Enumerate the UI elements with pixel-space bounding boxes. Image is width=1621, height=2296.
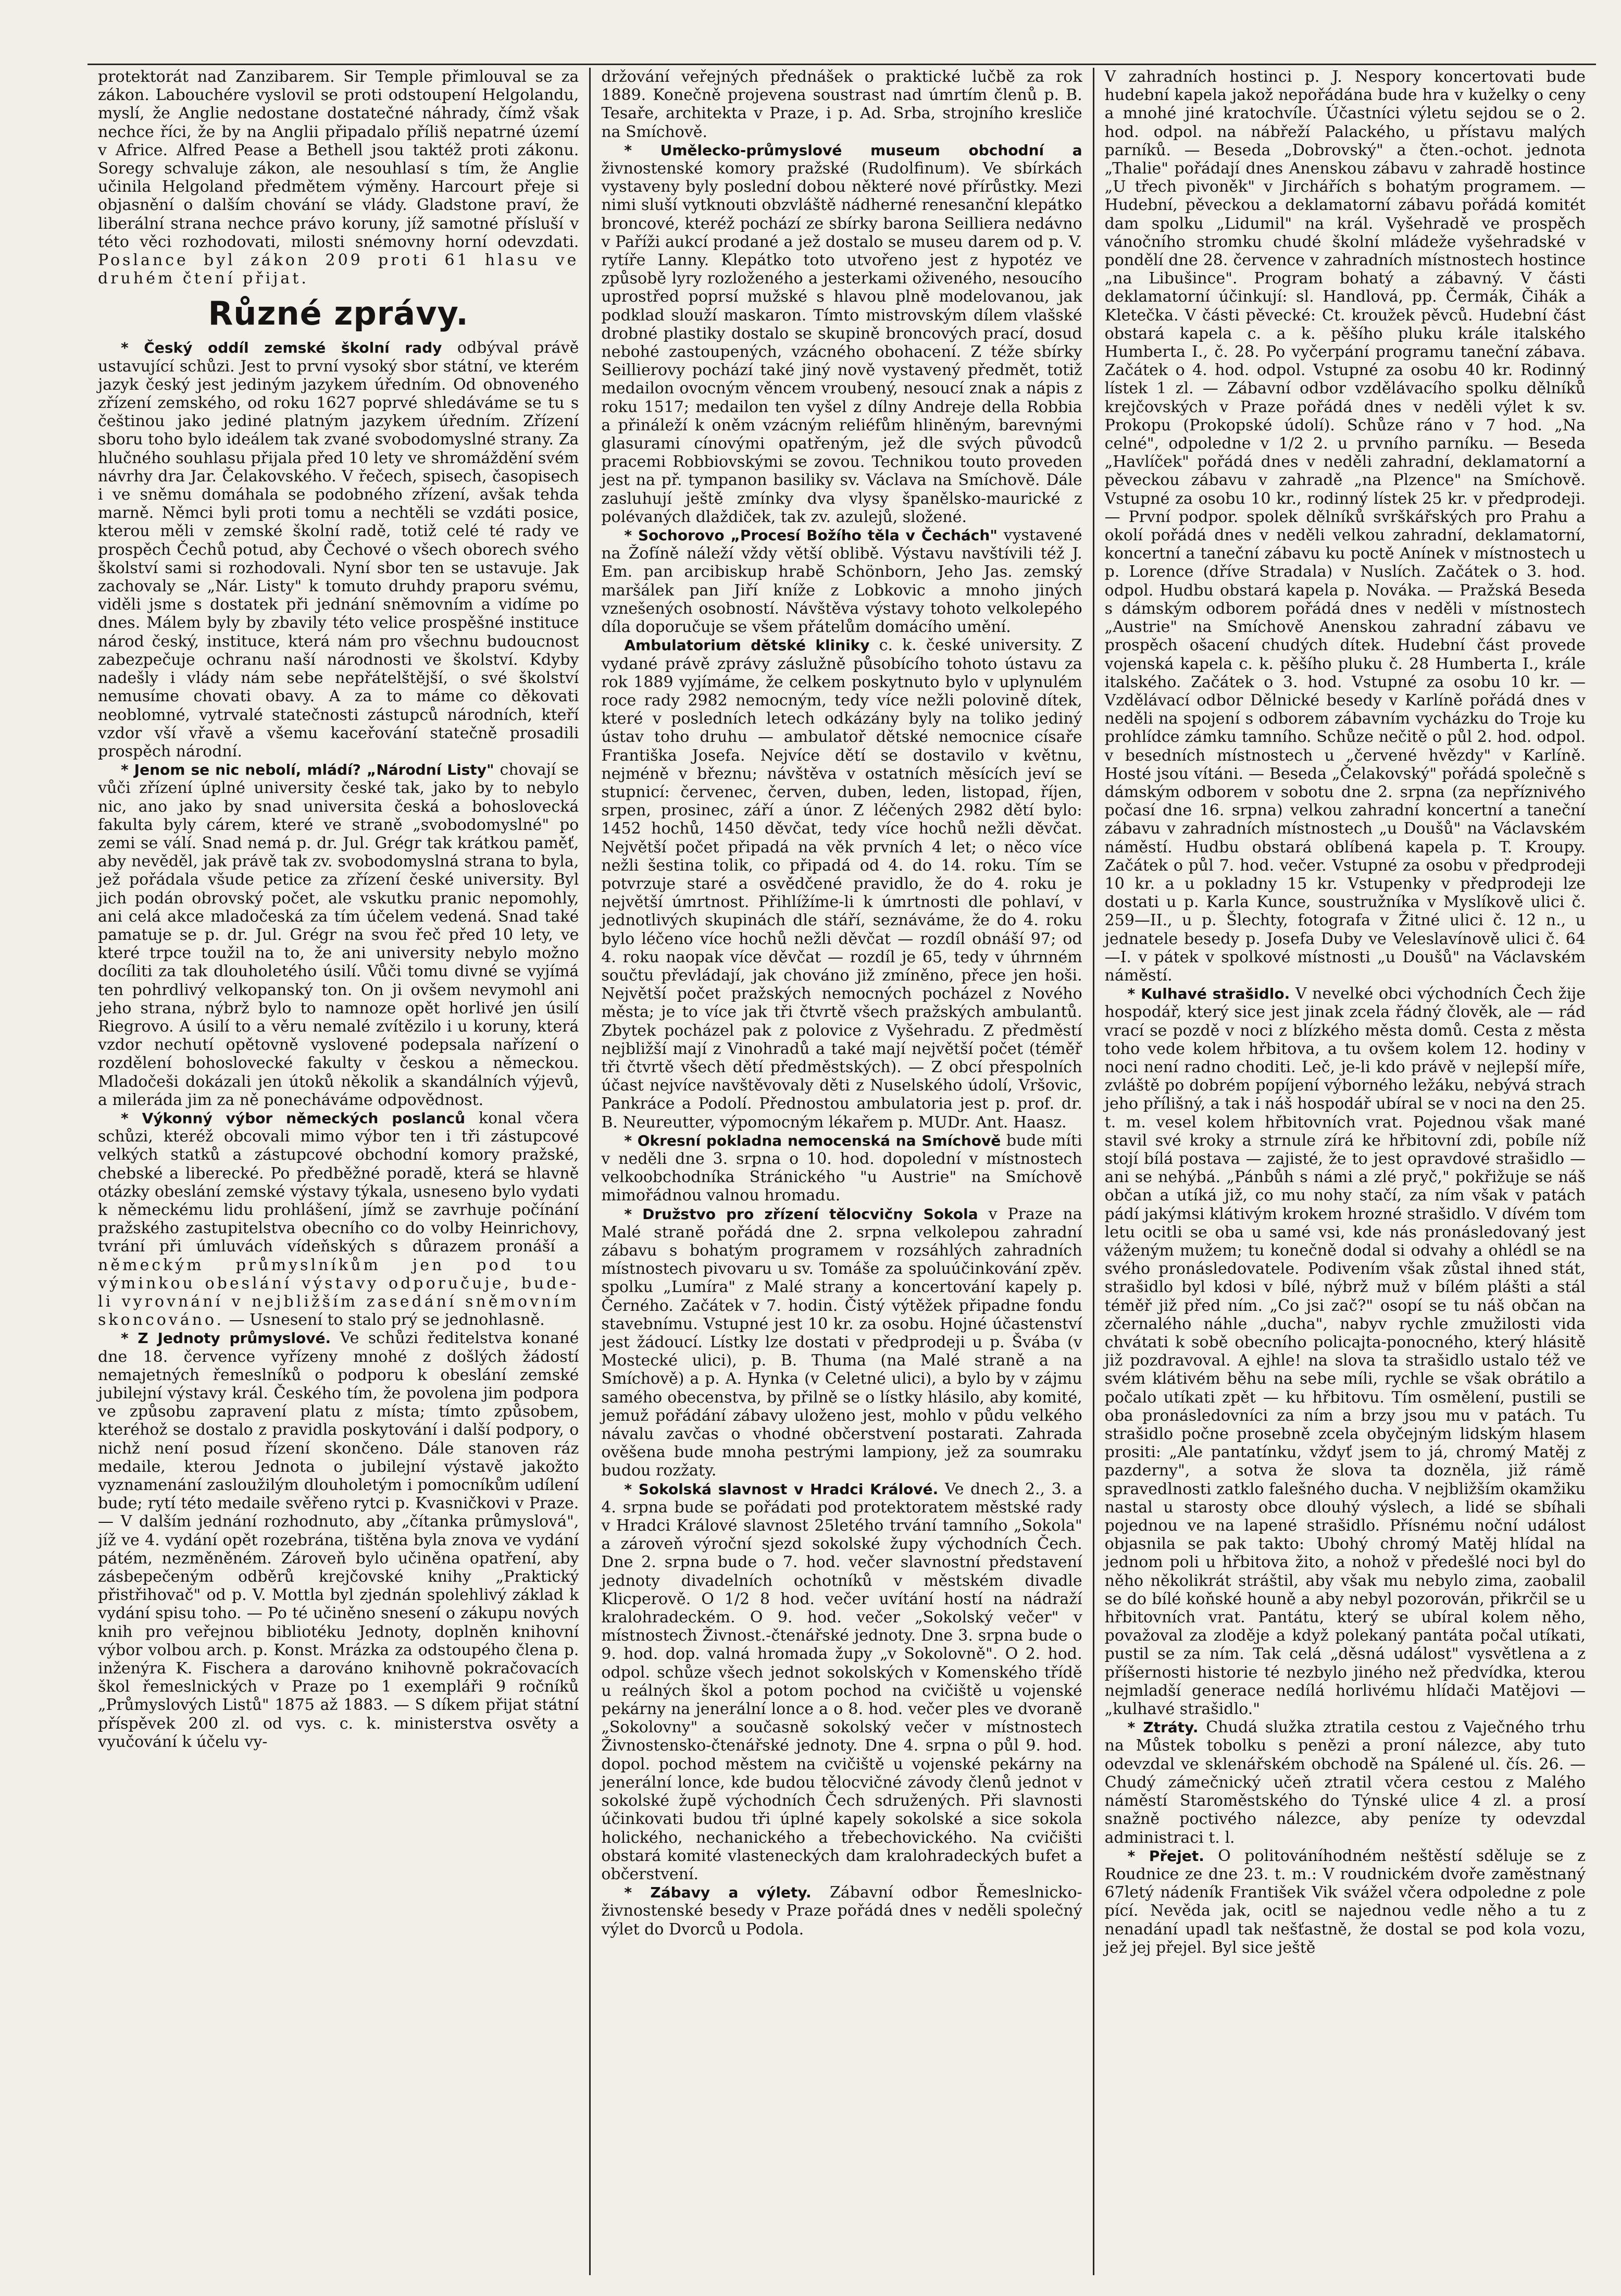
- article-heading: * Český oddíl zemské školní rady: [121, 339, 442, 357]
- article-heading: * Umělecko-průmyslové museum obchodní a: [624, 141, 1082, 159]
- spaced-text: Poslance byl zákon 209 proti 61 hlasu ve druhém čtení přijat.: [98, 251, 579, 288]
- column-1: [88, 68, 589, 2275]
- article-text: — Usnesení to stalo prý se jednohlasně.: [229, 1311, 545, 1330]
- article-text: Chudá služka ztratila cestou z Vaječného trhu na Můstek tobolku s penězi a proní nálezce, aby tuto odevzdal ve sklenářském obchodě na Spálené ul. čís. 26. — Chudý zámečnický učeň ztratil včera cestou z Malého náměstí Staroměstského do Týnské ulice 4 zl. a prosí snažně poctivého nálezce, aby peníze ty odevzdal administraci t. l.: [1104, 1718, 1586, 1847]
- article-heading: * Výkonný výbor německých poslanců: [121, 1109, 466, 1127]
- article-paragraph: [98, 339, 579, 761]
- article-text: Ve dnech 2., 3. a 4. srpna bude se pořádati pod protektoratem městské rady v Hradci Králové slavnost 25letého trvání tamního „Sokola" a zároveň výroční sjezd sokolské župy východních Čech. Dne 2. srpna bude o 7. hod. večer slavnostní představení jednoty divadelních ochotníků v městském divadle Klicperově. O 1/2 8 hod. večer uvítání hostí na nádraží kralohradeckém. O 9. hod. večer „Sokolský večer" v místnostech Živnost.-čtenářské jednoty. Dne 3. srpna bude o 9. hod. dop. valná hromada župy „v Sokolovně". O 2. hod. odpol. schůze všech jednot sokolských v Komenského třídě u reálných škol a potom pochod na cvičiště u vojenské pekárny na jenerální lonce a o 8. hod. večer ples ve dvoraně „Sokolovny" a současně sokolský večer v místnostech Živnostensko-čtenářské jednoty. Dne 4. srpna o půl 9. hod. dopol. pochod městem na cvičiště u vojenské pekárny na jenerální lonce, kde budou tělocvičné závody členů jednot v sokolské župě východních Čech sdružených. Při slavnosti účinkovati budou tři úplné kapely sokolské a sice sokola holického, nechanického a třebechovického. Na cvičišti obstará komité vlasteneckých dam kralohradeckých bufet a občerstvení.: [601, 1480, 1082, 1883]
- top-rule: [88, 64, 1596, 65]
- article-paragraph: [601, 1132, 1082, 1205]
- article-text: c. k. české university. Z vydané právě zprávy záslužně působícího tohoto ústavu za rok 1889 vyjímáme, že celkem poskytnuto bylo v uplynulém roce rady 2982 nemocným, tedy více nežli polovině dítek, které v posledních letech odkázány byly na toliko jediný ústav toho druhu — ambulatoř dětské nemocnice císaře Františka Josefa. Nejvíce dětí se dostavilo v květnu, nejméně v březnu; návštěva v ostatních měsících jeví se stupnicí: červenec, červen, duben, leden, listopad, říjen, srpen, prosinec, září a únor. Z léčených 2982 dětí bylo: 1452 hochů, 1450 děvčat, tedy více hochů nežli děvčat. Největší počet připadá na věk prvních 4 let; o něco více nežli šestina tolik, co připadá od 4. do 14. roku. Tím se potvrzuje staré a osvědčené pravidlo, že do 4. roku je největší úmrtnost. Přihlížíme-li k úmrtnosti dle pohlaví, v jednotlivých skupinách dle stáří, seznáváme, že do 4. roku bylo léčeno více hochů nežli děvčat — rozdíl obnáší 97; od 4. roku naopak více děvčat — rozdíl je 65, tedy v úhrnném součtu převládají, jak chováno již zmíněno, přece jen hoši. Největší počet pražských nemocných pocházel z Nového města; je to více jak tři čtvrtě všech pražských ambulantů. Zbytek pocházel pak z polovice z Vyšehradu. Z předměstí nejbližší mají z Vinohradů a také mají největší počet (téměř tři čtvrtě všech dětí předměstských). — Z obcí přespolních účast nejvíce navštěvovaly děti z Nuselského údolí, Vršovic, Pankráce a Podolí. Přednostou ambulatoria jest p. prof. dr. B. Neureutter, výpomocným lékařem p. MUDr. Ant. Haasz.: [601, 636, 1082, 1132]
- article-text: konal včera schůzi, kteréž obcovali mimo výbor ten i tři zástupcové velkých statků a zástupcové obchodní komory pražské, chebské a liberecké. Po předběžné poradě, která se hlavně otázky obeslání zemské výstavy týkala, usneseno bylo vydati k německému lidu prohlášení, jímž se zavrhuje počínání pražského zastupitelstva obecního co do volby Heinrichovy, tvrání při úmluvách vídeňských s důrazem pronáší a: [98, 1109, 579, 1256]
- article-text: bude míti v neděli dne 3. srpna o 10. hod. dopolední v místnostech velkoobchodníka Stránického "u Austrie" na Smíchově mimořádnou valnou hromadu.: [601, 1131, 1082, 1205]
- article-paragraph: [1105, 985, 1586, 1718]
- article-text: Ve schůzi ředitelstva konané dne 18. července vyřízeny mnohé z došlých žádostí nemajetných řemeslníků o podporu k obeslání zemské jubilejní výstavy král. Českého tím, že povolena jim podpora ve způsobu zapravení platu z místa; tímto způsobem, kteréhož se dostalo z pravidla poskytování i další podpory, o nichž není posud řízení skončeno. Dále stanoven ráz medaile, kterou Jednota o jubilejní výstavě jakožto vyznamenání zasloužilým dlouholetým i pomocníkům udílení bude; rytí této medaile svěřeno rytci p. Kvasničkovi v Praze. — V dalším jednání rozhodnuto, aby „čítanka průmyslová", jíž ve 4. vydání opět rozebrána, tištěna byla znova ve vydání pátém, nezměněném. Zároveň bylo učiněna opatření, aby zásbepečeným odběrů krejčovské knihy „Praktický přistřihovač" od p. V. Mottla byl zjednán spolehlivý základ k vydání spisu toho. — Po té učiněno snesení o zákupu nových knih pro veřejnou bibliotéku Jednoty, doplněn knihovní výbor volbou arch. p. Konst. Mrázka za odstoupého člena p. inženýra K. Fischera a darováno knihovně pokračovacích škol řemeslnických v Praze po 1 exempláři 9 ročníků „Průmyslových Listů" 1875 až 1883. — S díkem přijat státní příspěvek 200 zl. od vys. c. k. ministerstva osvěty a vyučování k účelu vy-: [98, 1329, 579, 1751]
- article-heading: * Jenom se nic nebolí, mládí? „Národní Listy": [121, 761, 494, 779]
- paragraph: [98, 68, 579, 288]
- article-paragraph: [98, 1329, 579, 1751]
- article-text: vystavené na Žofíně náleží vždy větší oblibě. Výstavu navštívili též J. Em. pan arcibiskup hrabě Schönborn, Jeho Jas. zemský maršálek pan Jiří kníže z Lobkovic a mnoho jiných vznešených osobností. Návštěva výstavy tohoto velkolepého díla doporučuje se všem přátelům domácího umění.: [601, 526, 1082, 637]
- article-paragraph: [98, 761, 579, 1109]
- article-heading: * Sokolská slavnost v Hradci Králové.: [624, 1480, 939, 1498]
- article-heading: * Družstvo pro zřízení tělocvičny Sokola: [624, 1205, 978, 1223]
- article-text: živnostenské komory pražské (Rudolfinum). Ve sbírkách vystaveny byly poslední dobou některé nové přírůstky. Mezi nimi sluší vytknouti obzvláště nádherné renesanční klepátko broncové, kteréž pochází ze sbírky barona Seilliera nedávno v Paříži aukcí prodané a jež dostalo se museu darem od p. V. rytíře Lanny. Klepátko toto utvořeno jest z hypotéz ve způsobě lyry rozloženého a jesterkami oživeného, nesoucího uprostřed poprsí mužské s hlavou plně modelovanou, jak podklad slouží maskaron. Tímto mistrovským dílem vlašské drobné plastiky dostalo se skupině broncových prací, dosud nebohé zastoupených, vzácného obohacení. Z téže sbírky Seillierovy pochází také jiný nově vystavený předmět, totiž medailon ovocným věncem vroubený, nesoucí znak a nápis z roku 1517; medailon ten vyšel z dílny Andreje della Robbia a přináleží k oněm vzácným reliéfům hliněným, barevnými glasurami cínovými opatřeným, jež dle svých původců pracemi Robbiovskými se zovou. Technikou touto proveden jest na př. tympanon basiliky sv. Václava na Smíchově. Dále zasluhují ještě zmínky dva vlysy španělsko-maurické z polévaných dlaždiček, tak zv. azulejů, složené.: [601, 159, 1082, 526]
- article-heading: * Okresní pokladna nemocenská na Smíchově: [624, 1132, 1001, 1149]
- article-heading: * Přejet.: [1127, 1847, 1204, 1865]
- paragraph: [601, 68, 1082, 141]
- article-paragraph: [601, 1883, 1082, 1939]
- paragraph: [1105, 68, 1586, 985]
- article-text: Zábavní odbor Řemeslnicko-živnostenské besedy v Praze pořádá dnes v neděli společný výlet do Dvorců u Podola.: [601, 1883, 1082, 1939]
- article-paragraph: [601, 636, 1082, 1131]
- article-paragraph: [601, 1205, 1082, 1480]
- article-paragraph: [1105, 1718, 1586, 1846]
- article-text: v Praze na Malé straně pořádá dne 2. srpna velkolepou zahradní zábavu s bohatým programem v rozsáhlých zahradních místnostech pivovaru u sv. Tomáše za spoluúčinkování zpěv. spolku „Lumíra" z Malé strany a koncertování kapely p. Černého. Začátek v 7. hodin. Čistý výtěžek připadne fondu stavebnímu. Vstupné jest 10 kr. za osobu. Hojné účastenství jest žádoucí. Lístky lze dostati v předprodeji u p. Švába (v Mostecké ulici), p. B. Thuma (na Malé straně a na Smíchově) a p. A. Hynka (v Celetné ulici), a bylo by v zájmu samého obecenstva, by přilně se o lístky hlásilo, aby komité, jemuž pořádání zábavy uloženo jest, mohlo v půdu velkého návalu zavčas o vhodné občerstvení postarati. Zahrada ověšena bude mnoha pestrými lampiony, jež za soumraku budou rozžaty.: [601, 1205, 1082, 1480]
- article-paragraph: [1105, 1847, 1586, 1957]
- article-heading: * Ztráty.: [1127, 1719, 1199, 1736]
- article-text: O politováníhodném neštěstí sděluje se z Roudnice ze dne 23. t. m.: V roudnickém dvoře zaměstnaný 67letý nádeník František Vik svážel včera odpoledne z pole pící. Nevěda jak, ocitl se najednou vedle něho a tu z nenadání upadl tak nešťastně, že dostal se pod kola vozu, jež jej přejel. Byl sice ještě: [1104, 1846, 1586, 1957]
- article-heading: * Sochorovo „Procesí Božího těla v Čechách": [624, 527, 997, 544]
- article-heading: * Zábavy a výlety.: [624, 1884, 812, 1902]
- column-2: [589, 68, 1092, 2275]
- paragraph-text: držování veřejných přednášek o praktické lučbě za rok 1889. Konečně projevena soustrast nad úmrtím členů p. B. Tesaře, architekta v Praze, i p. Ad. Srba, strojního kresliče na Smíchově.: [601, 68, 1082, 141]
- article-text: V nevelké obci východních Čech žije hospodář, který sice jest jinak zcela řádný člověk, ale — rád vrací se pozdě v noci z blízkého města domů. Cesta z města toho vede kolem hřbitova, a tu ovšem kolem 12. hodiny v noci není radno choditi. Leč, je-li kdo právě v nejlepší míře, zvláště po dobrém popíjení výborného ležáku, nebývá strach jeho přílišný, a tak i náš hospodář ubíral se v noci na den 25. t. m. vesel kolem hřbitovních vrat. Pojednou však mané stavil své kroky a strnule zírá ke hřbitovní zdi, pobíle níž stojí bílá postava — zajisté, že to jest opravdové strašidlo — ani se nehýbá. „Pánbůh s námi a zlé pryč," pokřižuje se náš občan a utíká již, co mu nohy stačí, za ním však v patách pádí jakýmsi klátivým krokem hrozné strašidlo. V dívém tom letu ocitli se oba u samé vsi, kde nás pronásledovaný jest váženým mužem; tu konečně dodal si odvahy a ohlédl se na svého pronásledovatele. Podivením však zůstal ihned stát, strašidlo byl kdosi v bílé, nýbrž muž v bílém plášti a stál téměř již před ním. „Co jsi zač?" osopí se tu náš občan na zčernalého náhle „ducha", nabyv rychle zmužilosti vida chvátati k sobě obecního policajta-ponocného, který hlásitě již pozdravoval. A ejhle! na slova ta strašidlo ustalo též ve svém klátivém běhu na sebe míli, rychle se však obrátilo a počalo utíkati zpět — ku hřbitovu. Tím osmělení, pustili se oba pronásledovníci za ním a brzy jsou mu v patách. Tu strašidlo počne prosebně zcela obyčejným lidským hlasem prositi: „Ale pantatínku, vždyť jsem to já, chromý Matěj z pazderny", a sotva že slova ta dozněla, již rámě spravedlnosti zatklo falešného ducha. V nejbližším okamžiku nastal u starosty obce dlouhý výslech, a lidé se sbíhali pojednou ve na lapené strašidlo. Přísnému noční událost objasnila se pak takto: Ubohý chromý Matěj hlídal na jednom poli u hřbitova žito, a nohož v předešlé noci byl do něho několikrát stráštil, aby však mu nebylo zima, zaobalil se do bílé koňské houně a aby nebyl pozorován, přikrčil se u hřbitovních vrat. Pantátu, který se ubíral kolem něho, považoval za zloděje a když polekaný pantáta počal utíkati, pustil se za ním. Tak celá „děsná událost" vysvětlena a z příšernosti historie té nezbylo jiného než předvídka, kterou nejmladší generace nedílá horlivému hlídači Matějovi — „kulhavé strašidlo.": [1104, 985, 1586, 1719]
- columns: [88, 68, 1596, 2275]
- section-title: Různé zprávy.: [208, 294, 469, 333]
- column-3: [1093, 68, 1596, 2275]
- spaced-text: německým průmyslníkům jen pod tou výminkou obeslání výstavy odporučuje, bude-li vyrovnání v nejbližším zasedání sněmovním skoncováno.: [98, 1256, 579, 1330]
- article-paragraph: [601, 1480, 1082, 1883]
- article-paragraph: [98, 1109, 579, 1329]
- article-heading: * Kulhavé strašidlo.: [1127, 985, 1290, 1003]
- article-paragraph: [601, 141, 1082, 526]
- article-text: chovají se vůči zřízení úplné university české tak, jako by to nebylo nic, ano jako by snad universita česká a bohoslovecká fakulta byly cárem, které ve straně „svobodomyslné" po zemi se válí. Snad nemá p. dr. Jul. Grégr tak krátkou paměť, aby nevěděl, jak právě tak zv. svobodomyslná strana to byla, jež pořádala všude petice za zřízení české university. Byl jich podán obrovský počet, ale vskutku pranic nepomohly, ani celá akce mladočeská za tím účelem vedená. Snad také pamatuje se p. dr. Jul. Grégr na svou řeč před 10 lety, ve které trpce toužil na to, že ani university nebylo možno docíliti za tak dlouholetého úsilí. Vůči tomu divné se vyjímá ten pohrdlivý velkopanský ton. On ji ovšem nevymohl ani jeho strana, nýbrž bylo to namnoze opět horlivé jen úsilí Riegrovo. A úsilí to a věru nemalé zvítězilo i u koruny, která vzdor nechutí opětovně vyslovené podepsala nařízení o rozdělení bohoslovecké fakulty v českou a německou. Mladočeši dokázali jen útoků několik a skandálních výjevů, a mileráda jim za ně ponecháváme odpovědnost.: [98, 761, 579, 1109]
- article-heading: * Z Jednoty průmyslové.: [121, 1330, 331, 1347]
- article-text: odbýval právě ustavující schůzi. Jest to první vysoký sbor státní, ve kterém jazyk český jest jediným jazykem úředním. Od obnoveného zřízení zemského, od roku 1627 poprvé shledáváme se tu s češtinou jako jediné platným jazykem úředním. Zřízení sboru toho bylo ideálem tak zvané svobodomyslné strany. Za hlučného souhlasu přijala před 10 lety ve shromáždění svém návrhy dra Jar. Čelakovského. V řečech, spisech, časopisech i ve sněmu domáhala se podobného zřízení, avšak tehda marně. Němci byli proti tomu a nechtěli se vzdáti posice, kterou měli v zemské školní radě, totiž celé té rady ve prospěch Čechů potud, aby Čechové o všech oborech svého školství sami si rozhodovali. Nyní sbor ten se ustavuje. Jak zachovaly se „Nár. Listy" k tomuto druhdy praporu svému, viděli jsme s dostatek při jednání sněmovním a vidíme po dnes. Málem byly by zbavily této velice prospěšné instituce národ český, instituce, která nám pro všechnu budoucnost zabezpečuje ochranu naší národnosti ve školství. Kdyby nadešly i vlády nám sebe nepřátelštější, o své školství nemusíme chovati obavy. A za to máme co děkovati neoblomné, vytrvalé statečnosti zástupců národních, kteří vzdor vší vřavě a všemu kaceřování statečně prosadili prospěch národní.: [98, 339, 579, 761]
- article-paragraph: [601, 526, 1082, 636]
- article-heading: Ambulatorium dětské kliniky: [624, 637, 870, 654]
- paragraph-text: V zahradních hostinci p. J. Nespory koncertovati bude hudební kapela jakož nepořádána bude hra v kuželky o ceny a mnohé jiné kratochvíle. Účastníci výletu sejdou se o 2. hod. odpol. na nábřeží Palackého, u přístavu malých parníků. — Beseda „Dobrovský" a čten.-ochot. jednota „Thalie" pořádají dnes Anenskou zábavu v zahradě hostince „U třech pivoněk" v Jirchářích s bohatým programem. — Hudební, pěveckou a deklamatorní zábavu pořádá komitét dam spolku „Lidumil" na král. Vyšehradě ve prospěch vánočního stromku chudé školní mládeže vyšehradské v pondělí dne 28. července v zahradních místnostech hostince „na Libušince". Program bohatý a zábavný. V části deklamatorní účinkují: sl. Handlová, pp. Čermák, Čihák a Kletečka. V části pěvecké: Ct. kroužek pěvců. Hudební část obstará kapela c. a k. pěšího pluku krále italského Humberta I., č. 28. Po vyčerpání programu taneční zábava. Začátek o 4. hod. odpol. Vstupné za osobu 40 kr. Rodinný lístek 1 zl. — Zábavní odbor vzdělávacího spolku dělníků krejčovských v Praze pořádá dnes v neděli výlet k sv. Prokopu (Prokopské údolí). Schůze ráno v 7 hod. „Na celné", odpoledne v 1/2 2. u prvního parníku. — Beseda „Havlíček" pořádá dnes v neděli zahradní, deklamatorní a pěveckou zábavu v zahradě „na Plzence" na Smíchově. Vstupné za osobu 10 kr., rodinný lístek 25 kr. v předprodeji. — První podpor. spolek dělníků svrškářských pro Prahu a okolí pořádá dnes v neděli velkou zahradní, deklamatorní, koncertní a taneční zábavu ku poctě Anínek v místnostech u p. Lorence (dříve Stradala) v Nuslích. Začátek o 3. hod. odpol. Hudbu obstará kapela p. Nováka. — Pražská Beseda s dámským odborem pořádá dnes v neděli v místnostech „Austrie" na Smíchově Anenskou zahradní zábavu ve prospěch ošacení chudých dítek. Hudební část provede vojenská kapela c. k. pěšího pluku č. 28 Humberta I., krále italského. Začátek o 3. hod. Vstupné za osobu 10 kr. — Vzdělávací odbor Dělnické besedy v Karlíně pořádá dnes v neděli na spojení s odborem zábavním vycházku do Troje ku prohlídce zámku tamního. Schůze nečitě o půl 2. hod. odpol. v besedních místnostech u „červené hvězdy" v Karlíně. Hosté jsou vítáni. — Beseda „Čelakovský" pořádá společně s dámským odborem v sobotu dne 2. srpna (za nepříznivého počasí dne 16. srpna) velkou zahradní koncertní a taneční zábavu v zahradních místnostech „u Doušů" na Václavském náměstí. Hudbu obstará oblíbená kapela p. T. Kroupy. Začátek o půl 7. hod. večer. Vstupné za osobu v předprodeji 10 kr. a u pokladny 15 kr. Vstupenky v předprodeji lze dostati u p. Karla Kunce, soustružníka v Myslíkově ulici č. 259—II., u p. Šlechty, fotografa v Žitné ulici č. 12 n., u jednatele besedy p. Josefa Duby ve Veleslavínově ulici č. 64—I. v pátek v spolkové místnosti „u Doušů" na Václavském náměstí.: [1104, 68, 1586, 985]
- paragraph-text: protektorát nad Zanzibarem. Sir Temple přimlouval se za zákon. Labouchére vyslovil se proti odstoupení Helgolandu, myslí, že Anglie nedostane dostatečné náhrady, čímž však nechce říci, že by na Anglii připadalo příliš nepatrné území v Africe. Alfred Pease a Bethell jsou taktéž proti zákonu. Soregy schvaluje zákon, ale nesouhlasí s tím, že Anglie učinila Helgoland předmětem výměny. Harcourt přeje si objasnění o dalším chování se vlády. Gladstone praví, že liberální strana nechce právo koruny, jíž samotné přísluší v této věci rozhodovati, milosti snémovny horní odevzdati.: [98, 68, 579, 251]
